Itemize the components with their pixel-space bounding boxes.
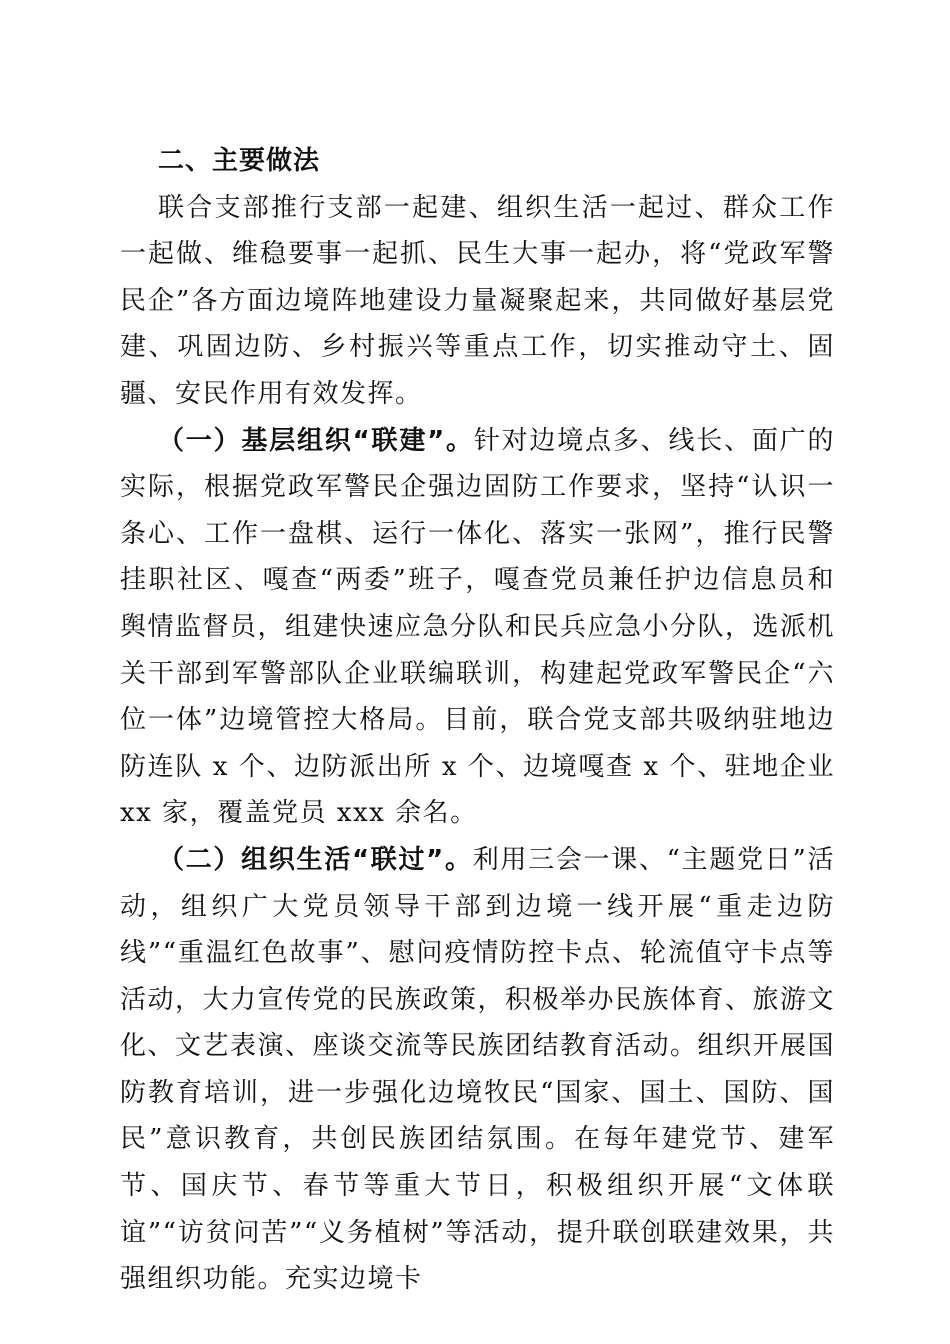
- paragraph-text: 联合支部推行支部一起建、组织生活一起过、群众工作一起做、维稳要事一起抓、民生大事一起办，将“党政军警民企”各方面边境阵地建设力量凝聚起来，共同做好基层党建、巩固边防、乡村振兴等重点工作，切实推动守土、固疆、安民作用有效发挥。: [120, 192, 835, 409]
- paragraph-subtitle: （一）基层组织“联建”。: [158, 425, 474, 456]
- document-body: [120, 138, 835, 1303]
- paragraph-subtitle: （二）组织生活“联过”。: [158, 844, 473, 875]
- paragraph-text: 针对边境点多、线长、面广的实际，根据党政军警民企强边固防工作要求，坚持“认识一条心、工作一盘棋、运行一体化、落实一张网”，推行民警挂职社区、嘎查“两委”班子，嘎查党员兼任护边信息员和舆情监督员，组建快速应急分队和民兵应急小分队，选派机关干部到军警部队企业联编联训，构建起党政军警民企“六位一体”边境管控大格局。目前，联合党支部共吸纳驻地边防连队 x 个、边防派出所 x 个、边境嘎查 x 个、驻地企业 xx 家，覆盖党员 xxx 余名。: [120, 425, 836, 829]
- paragraph-organization-life: [120, 837, 835, 1303]
- paragraph-text: 利用三会一课、“主题党日”活动，组织广大党员领导干部到边境一线开展“重走边防线”“重温红色故事”、慰问疫情防控卡点、轮流值守卡点等活动，大力宣传党的民族政策，积极举办民族体育、旅游文化、文艺表演、座谈交流等民族团结教育活动。组织开展国防教育培训，进一步强化边境牧民“国家、国土、国防、国民”意识教育，共创民族团结氛围。在每年建党节、建军节、国庆节、春节等重大节日，积极组织开展“文体联谊”“访贫问苦”“义务植树”等活动，提升联创联建效果，共强组织功能。充实边境卡: [120, 844, 836, 1295]
- intro-paragraph: [120, 185, 835, 418]
- section-heading: 二、主要做法: [158, 146, 321, 176]
- paragraph-grassroots-organization: [120, 418, 835, 837]
